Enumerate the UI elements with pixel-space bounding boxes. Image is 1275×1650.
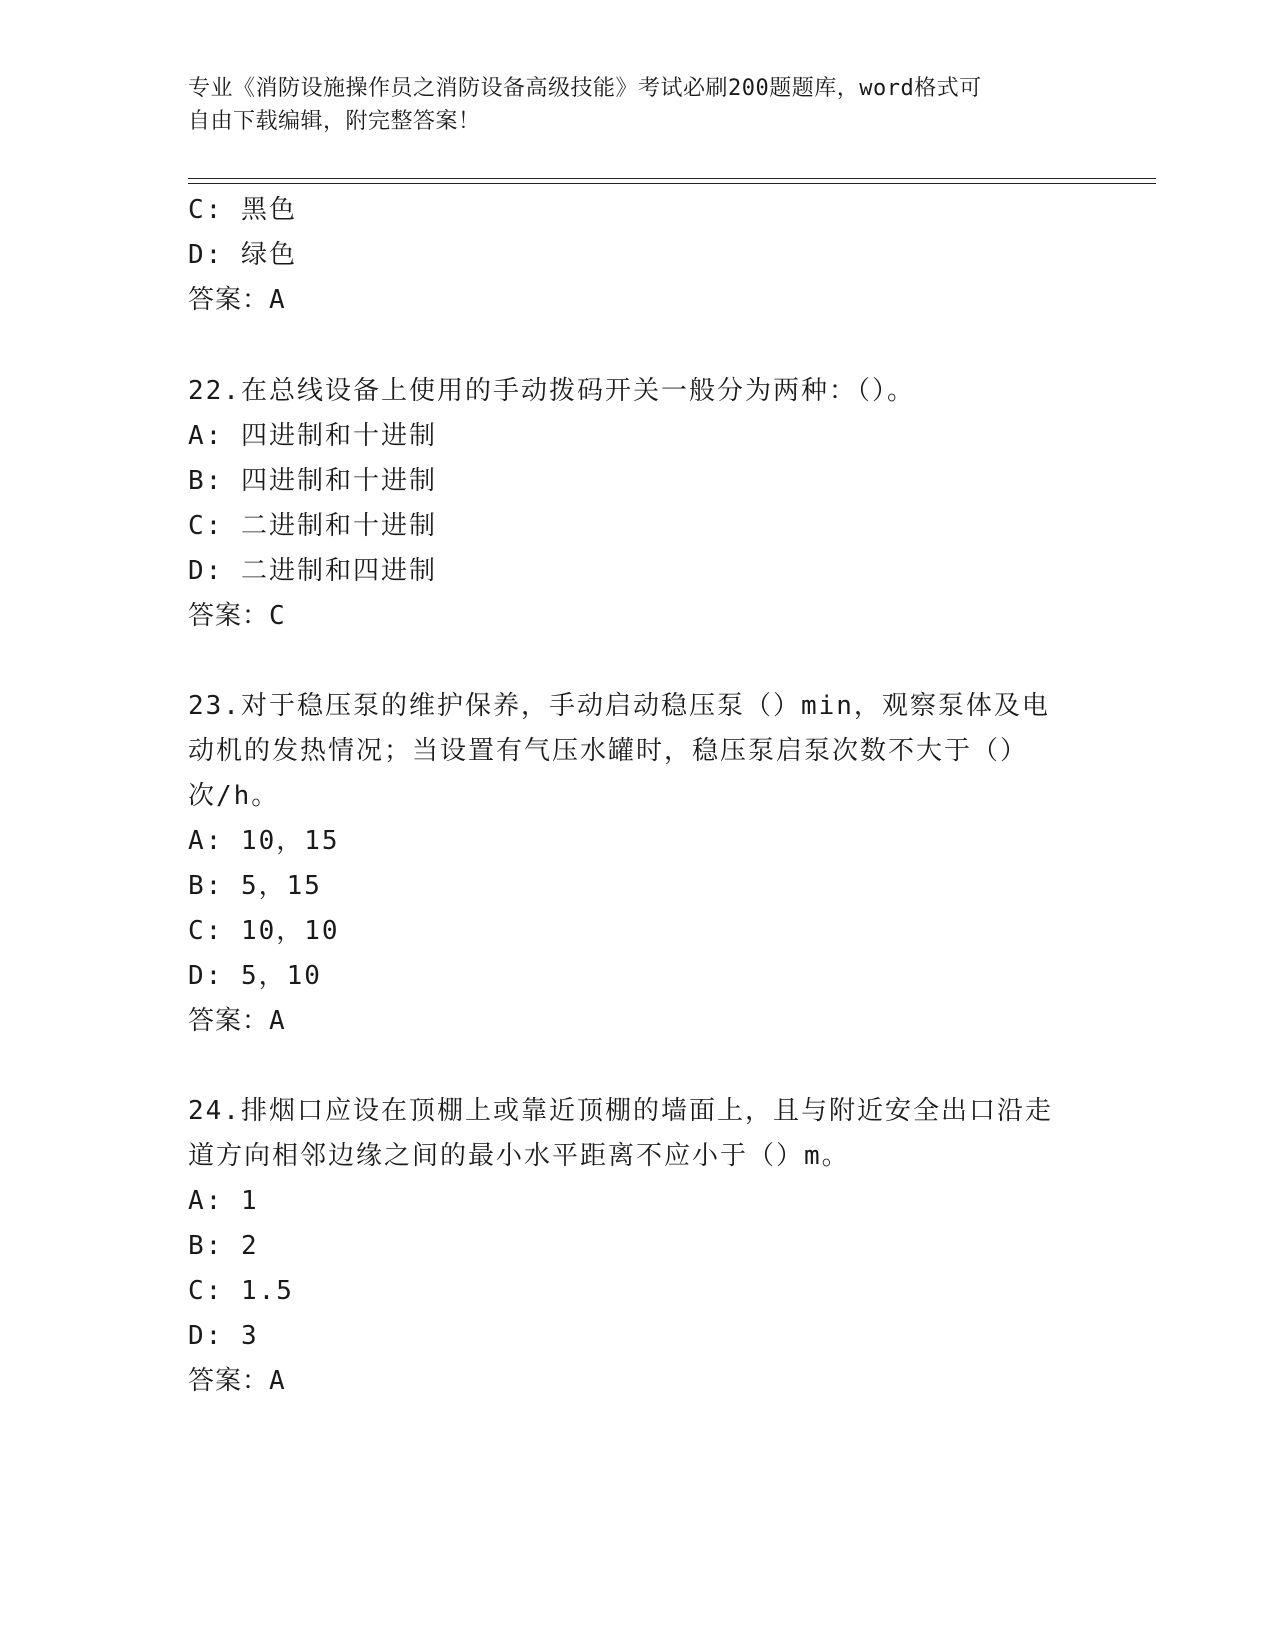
q21-answer: 答案：A xyxy=(188,285,286,315)
q22-option-d: D: 二进制和四进制 xyxy=(188,556,437,586)
q22-stem: 22.在总线设备上使用的手动拨码开关一般分为两种：（）。 xyxy=(188,376,915,406)
q24-stem-line-2: 道方向相邻边缘之间的最小水平距离不应小于（）m。 xyxy=(188,1141,850,1171)
q22-answer: 答案：C xyxy=(188,601,286,631)
q22-option-c: C: 二进制和十进制 xyxy=(188,511,437,541)
q24-answer: 答案：A xyxy=(188,1366,286,1396)
q21-option-d: D: 绿色 xyxy=(188,240,297,270)
q23-option-c: C: 10，10 xyxy=(188,916,340,946)
document-header xyxy=(188,72,1068,138)
header-divider-top xyxy=(188,178,1156,179)
q23-option-a: A: 10，15 xyxy=(188,826,340,856)
q23-option-b: B: 5，15 xyxy=(188,871,322,901)
q24-option-b: B: 2 xyxy=(188,1231,259,1261)
q23-stem-line-3: 次/h。 xyxy=(188,781,280,811)
q23-answer: 答案：A xyxy=(188,1006,286,1036)
q24-option-a: A: 1 xyxy=(188,1186,259,1216)
q23-stem-line-1: 23.对于稳压泵的维护保养，手动启动稳压泵（）min，观察泵体及电 xyxy=(188,691,1050,721)
q23-option-d: D: 5，10 xyxy=(188,961,322,991)
header-line-1: 专业《消防设施操作员之消防设备高级技能》考试必刷200题题库，word格式可 xyxy=(188,76,982,101)
q24-stem-line-1: 24.排烟口应设在顶棚上或靠近顶棚的墙面上，且与附近安全出口沿走 xyxy=(188,1096,1053,1126)
q22-option-b: B: 四进制和十进制 xyxy=(188,466,437,496)
q21-option-c: C: 黑色 xyxy=(188,195,297,225)
q24-option-d: D: 3 xyxy=(188,1321,259,1351)
q23-stem-line-2: 动机的发热情况；当设置有气压水罐时，稳压泵启泵次数不大于（） xyxy=(188,736,1029,766)
q22-option-a: A: 四进制和十进制 xyxy=(188,421,437,451)
header-line-2: 自由下载编辑，附完整答案！ xyxy=(188,109,481,134)
header-divider-bottom xyxy=(188,183,1156,184)
q24-option-c: C: 1.5 xyxy=(188,1276,294,1306)
